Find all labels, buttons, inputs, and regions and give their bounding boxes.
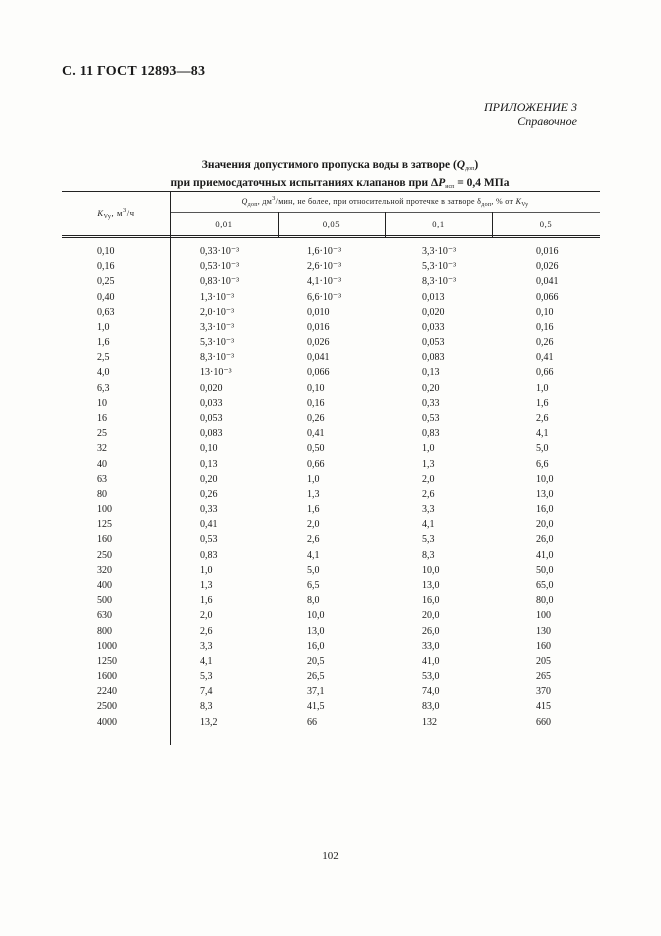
- qdop-cell: 0,83·10⁻³: [200, 276, 240, 288]
- qdop-cell: 20,0: [536, 519, 554, 531]
- qdop-cell: 0,26: [536, 337, 554, 349]
- kvy-cell: 125: [97, 519, 112, 531]
- table-row: [62, 474, 600, 489]
- qdop-cell: 8,3: [200, 701, 213, 713]
- qdop-cell: 4,1: [307, 549, 320, 561]
- qdop-cell: 2,0·10⁻³: [200, 306, 235, 318]
- qdop-cell: 0,83: [422, 428, 440, 440]
- qdop-cell: 16,0: [536, 504, 554, 516]
- qdop-cell: 0,41: [200, 519, 218, 531]
- kvy-cell: 1250: [97, 655, 117, 667]
- table-row: [62, 519, 600, 534]
- qdop-cell: 0,53: [200, 534, 218, 546]
- qdop-cell: 13,2: [200, 716, 218, 728]
- qdop-cell: 415: [536, 701, 551, 713]
- qdop-cell: 1,0: [200, 564, 213, 576]
- header-qdop-group: [170, 197, 600, 208]
- qdop-cell: 0,066: [536, 291, 559, 303]
- kvy-cell: 0,10: [97, 246, 115, 257]
- kvy-cell: 6,3: [97, 382, 110, 394]
- qdop-cell: 0,053: [200, 413, 223, 424]
- table-row: [62, 367, 600, 382]
- qdop-cell: 3,3·10⁻³: [200, 321, 235, 333]
- qdop-cell: 0,026: [307, 337, 330, 349]
- qdop-cell: 74,0: [422, 686, 440, 698]
- qdop-cell: 16,0: [307, 640, 325, 652]
- kvy-cell: 10: [97, 397, 107, 409]
- table-title-line1: [120, 158, 560, 176]
- qdop-cell: 0,041: [307, 352, 330, 364]
- table-row: [62, 246, 600, 261]
- appendix-title: ПРИЛОЖЕНИЕ 3: [484, 100, 577, 114]
- qdop-cell: 0,083: [422, 352, 445, 364]
- kvy-cell: 800: [97, 625, 112, 637]
- kvy-cell: 1,6: [97, 337, 110, 349]
- qdop-cell: 66: [307, 716, 317, 728]
- qdop-cell: 1,3: [200, 580, 213, 591]
- table-row: [62, 428, 600, 443]
- kvy-cell: 1,0: [97, 321, 110, 333]
- qdop-cell: 0,033: [200, 397, 223, 409]
- qdop-cell: 0,41: [307, 428, 325, 440]
- qdop-cell: 65,0: [536, 580, 554, 591]
- qdop-cell: 13·10⁻³: [200, 367, 232, 379]
- qdop-cell: 1,0: [536, 382, 549, 394]
- table-row: [62, 701, 600, 716]
- kvy-cell: 16: [97, 413, 107, 424]
- qdop-cell: 8,3·10⁻³: [422, 276, 457, 288]
- qdop-cell: 8,0: [307, 595, 320, 607]
- qdop-cell: 100: [536, 610, 551, 622]
- qdop-cell: 2,0: [422, 473, 435, 485]
- kvy-cell: 32: [97, 443, 107, 455]
- qdop-cell: 0,83: [200, 549, 218, 561]
- table-row: [62, 504, 600, 519]
- qdop-cell: 3,3: [422, 504, 435, 516]
- kvy-cell: 630: [97, 610, 112, 622]
- qdop-cell: 20,0: [422, 610, 440, 622]
- qdop-cell: 5,3: [200, 671, 213, 682]
- header-text: /мин, не более, при относительной протечке в затворе δ: [275, 197, 482, 206]
- qdop-cell: 0,020: [200, 382, 223, 394]
- kvy-cell: 1000: [97, 640, 117, 652]
- table-row: [62, 550, 600, 565]
- qdop-cell: 7,4: [200, 686, 213, 698]
- kvy-cell: 1600: [97, 671, 117, 682]
- qdop-cell: 26,0: [536, 534, 554, 546]
- qdop-cell: 4,1·10⁻³: [307, 276, 342, 288]
- kvy-cell: 80: [97, 488, 107, 500]
- qdop-cell: 6,5: [307, 580, 320, 591]
- qdop-cell: 6,6·10⁻³: [307, 291, 342, 303]
- qdop-cell: 0,53: [422, 413, 440, 424]
- qdop-cell: 5,3·10⁻³: [200, 337, 235, 349]
- qdop-cell: 0,20: [422, 382, 440, 394]
- kvy-cell: 100: [97, 504, 112, 516]
- qdop-cell: 4,1: [536, 428, 549, 440]
- qdop-cell: 3,3: [200, 640, 213, 652]
- qdop-cell: 0,066: [307, 367, 330, 379]
- qdop-cell: 13,0: [536, 488, 554, 500]
- table-row: [62, 307, 600, 322]
- qdop-cell: 0,26: [307, 413, 325, 424]
- header-subscript: доп: [247, 202, 258, 208]
- qdop-cell: 0,50: [307, 443, 325, 455]
- qdop-cell: 26,0: [422, 625, 440, 637]
- qdop-cell: 0,33: [422, 397, 440, 409]
- qdop-cell: 0,013: [422, 291, 445, 303]
- qdop-cell: 0,66: [307, 458, 325, 470]
- qdop-cell: 8,3: [422, 549, 435, 561]
- qdop-cell: 2,6: [422, 488, 435, 500]
- qdop-cell: 5,3: [422, 534, 435, 546]
- table-row: [62, 352, 600, 367]
- header-bottom-rule-double: [62, 237, 600, 238]
- qdop-cell: 0,13: [200, 458, 218, 470]
- header-subscript: доп: [481, 202, 492, 208]
- qdop-cell: 6,6: [536, 458, 549, 470]
- header-subscript: Vy: [521, 202, 529, 208]
- qdop-cell: 0,010: [307, 306, 330, 318]
- kvy-cell: 0,63: [97, 306, 115, 318]
- kvy-cell: 2500: [97, 701, 117, 713]
- title-text: Значения допустимого пропуска воды в затворе (: [201, 159, 457, 171]
- page-number: 102: [322, 850, 339, 862]
- qdop-cell: 4,1: [422, 519, 435, 531]
- title-symbol: Q: [456, 159, 466, 171]
- table-row: [62, 656, 600, 671]
- kvy-cell: 40: [97, 458, 107, 470]
- qdop-cell: 1,6·10⁻³: [307, 246, 342, 257]
- qdop-cell: 5,0: [307, 564, 320, 576]
- header-text: , дм: [257, 197, 273, 206]
- qdop-cell: 83,0: [422, 701, 440, 713]
- header-subscript: Vy: [103, 214, 112, 220]
- qdop-cell: 370: [536, 686, 551, 698]
- header-col-005: 0,05: [322, 219, 341, 229]
- qdop-cell: 2,6: [307, 534, 320, 546]
- table-row: [62, 671, 600, 686]
- header-text: , % от: [491, 197, 516, 206]
- kvy-cell: 4,0: [97, 367, 110, 379]
- table-row: [62, 322, 600, 337]
- header-unit: /ч: [126, 208, 135, 218]
- title-symbol: P: [438, 177, 446, 189]
- qdop-cell: 2,6: [200, 625, 213, 637]
- qdop-cell: 37,1: [307, 686, 325, 698]
- qdop-cell: 1,3: [307, 488, 320, 500]
- table-row: [62, 626, 600, 641]
- qdop-cell: 13,0: [422, 580, 440, 591]
- qdop-cell: 10,0: [536, 473, 554, 485]
- table-row: [62, 383, 600, 398]
- table-row: [62, 717, 600, 732]
- qdop-cell: 1,6: [536, 397, 549, 409]
- qdop-cell: 80,0: [536, 595, 554, 607]
- qdop-cell: 0,020: [422, 306, 445, 318]
- kvy-cell: 250: [97, 549, 112, 561]
- appendix-label: [484, 100, 577, 128]
- kvy-cell: 63: [97, 473, 107, 485]
- kvy-cell: 25: [97, 428, 107, 440]
- table-top-rule: [62, 191, 600, 192]
- title-subscript: доп: [465, 166, 475, 172]
- qdop-cell: 1,3·10⁻³: [200, 291, 235, 303]
- qdop-cell: 2,6·10⁻³: [307, 261, 342, 273]
- header-symbol: Q: [241, 197, 248, 206]
- table-row: [62, 413, 600, 428]
- kvy-cell: 160: [97, 534, 112, 546]
- qdop-cell: 2,6: [536, 413, 549, 424]
- qdop-cell: 0,20: [200, 473, 218, 485]
- header-symbol: K: [515, 197, 522, 206]
- qdop-cell: 1,0: [307, 473, 320, 485]
- qdop-cell: 1,3: [422, 458, 435, 470]
- table-row: [62, 276, 600, 291]
- qdop-cell: 2,0: [307, 519, 320, 531]
- qdop-cell: 0,16: [536, 321, 554, 333]
- qdop-cell: 5,3·10⁻³: [422, 261, 457, 273]
- kvy-cell: 2,5: [97, 352, 110, 364]
- header-superscript: 3: [272, 195, 276, 202]
- qdop-cell: 1,6: [307, 504, 320, 516]
- title-text: = 0,4 МПа: [454, 177, 510, 189]
- kvy-cell: 2240: [97, 686, 117, 698]
- qdop-cell: 0,016: [307, 321, 330, 333]
- qdop-cell: 0,053: [422, 337, 445, 349]
- qdop-cell: 205: [536, 655, 551, 667]
- appendix-subtitle: Справочное: [517, 114, 577, 128]
- qdop-cell: 4,1: [200, 655, 213, 667]
- qdop-cell: 16,0: [422, 595, 440, 607]
- title-subscript: исп: [445, 184, 455, 190]
- qdop-cell: 20,5: [307, 655, 325, 667]
- qdop-cell: 0,26: [200, 488, 218, 500]
- document-header: С. 11 ГОСТ 12893—83: [62, 64, 206, 79]
- table-row: [62, 641, 600, 656]
- qdop-cell: 0,33: [200, 504, 218, 516]
- qdop-cell: 10,0: [422, 564, 440, 576]
- title-text: при приемосдаточных испытаниях клапанов при Δ: [170, 177, 439, 189]
- table-row: [62, 565, 600, 580]
- table-row: [62, 443, 600, 458]
- data-table: [62, 191, 600, 745]
- header-col-001: 0,01: [215, 219, 233, 229]
- table-row: [62, 580, 600, 595]
- table-title: [120, 158, 560, 194]
- kvy-cell: 4000: [97, 716, 117, 728]
- kvy-cell: 0,25: [97, 276, 115, 288]
- qdop-cell: 41,0: [422, 655, 440, 667]
- qdop-cell: 26,5: [307, 671, 325, 682]
- table-row: [62, 398, 600, 413]
- header-kvy: [62, 208, 170, 220]
- qdop-cell: 41,0: [536, 549, 554, 561]
- table-row: [62, 610, 600, 625]
- qdop-cell: 0,033: [422, 321, 445, 333]
- header-superscript: 3: [122, 207, 127, 214]
- qdop-cell: 0,41: [536, 352, 554, 364]
- qdop-cell: 130: [536, 625, 551, 637]
- kvy-cell: 500: [97, 595, 112, 607]
- qdop-cell: 1,6: [200, 595, 213, 607]
- qdop-cell: 2,0: [200, 610, 213, 622]
- qdop-cell: 53,0: [422, 671, 440, 682]
- qdop-cell: 5,0: [536, 443, 549, 455]
- header-col-01: 0,1: [432, 219, 445, 229]
- qdop-cell: 660: [536, 716, 551, 728]
- table-row: [62, 261, 600, 276]
- qdop-cell: 0,10: [200, 443, 218, 455]
- qdop-cell: 265: [536, 671, 551, 682]
- qdop-cell: 33,0: [422, 640, 440, 652]
- kvy-cell: 400: [97, 580, 112, 591]
- table-row: [62, 534, 600, 549]
- table-row: [62, 292, 600, 307]
- table-row: [62, 686, 600, 701]
- table-row: [62, 459, 600, 474]
- qdop-cell: 8,3·10⁻³: [200, 352, 235, 364]
- table-row: [62, 337, 600, 352]
- qdop-cell: 0,53·10⁻³: [200, 261, 240, 273]
- kvy-cell: 320: [97, 564, 112, 576]
- qdop-cell: 0,10: [536, 306, 554, 318]
- qdop-cell: 0,13: [422, 367, 440, 379]
- qdop-cell: 0,026: [536, 261, 559, 273]
- qdop-cell: 13,0: [307, 625, 325, 637]
- title-text: ): [474, 159, 479, 171]
- table-row: [62, 595, 600, 610]
- qdop-cell: 0,10: [307, 382, 325, 394]
- kvy-cell: 0,16: [97, 261, 115, 273]
- header-symbol: K: [97, 208, 104, 218]
- header-unit: , м: [111, 208, 123, 218]
- qdop-cell: 10,0: [307, 610, 325, 622]
- qdop-cell: 50,0: [536, 564, 554, 576]
- qdop-cell: 0,33·10⁻³: [200, 246, 240, 257]
- header-bottom-rule: [62, 235, 600, 236]
- kvy-cell: 0,40: [97, 291, 115, 303]
- qdop-cell: 132: [422, 716, 437, 728]
- qdop-cell: 0,66: [536, 367, 554, 379]
- qdop-cell: 41,5: [307, 701, 325, 713]
- qdop-cell: 1,0: [422, 443, 435, 455]
- qdop-cell: 3,3·10⁻³: [422, 246, 457, 257]
- header-col-05: 0,5: [539, 219, 553, 229]
- table-row: [62, 489, 600, 504]
- qdop-cell: 0,016: [536, 246, 559, 257]
- qdop-cell: 0,083: [200, 428, 223, 440]
- qdop-cell: 0,16: [307, 397, 325, 409]
- qdop-cell: 160: [536, 640, 551, 652]
- qdop-cell: 0,041: [536, 276, 559, 288]
